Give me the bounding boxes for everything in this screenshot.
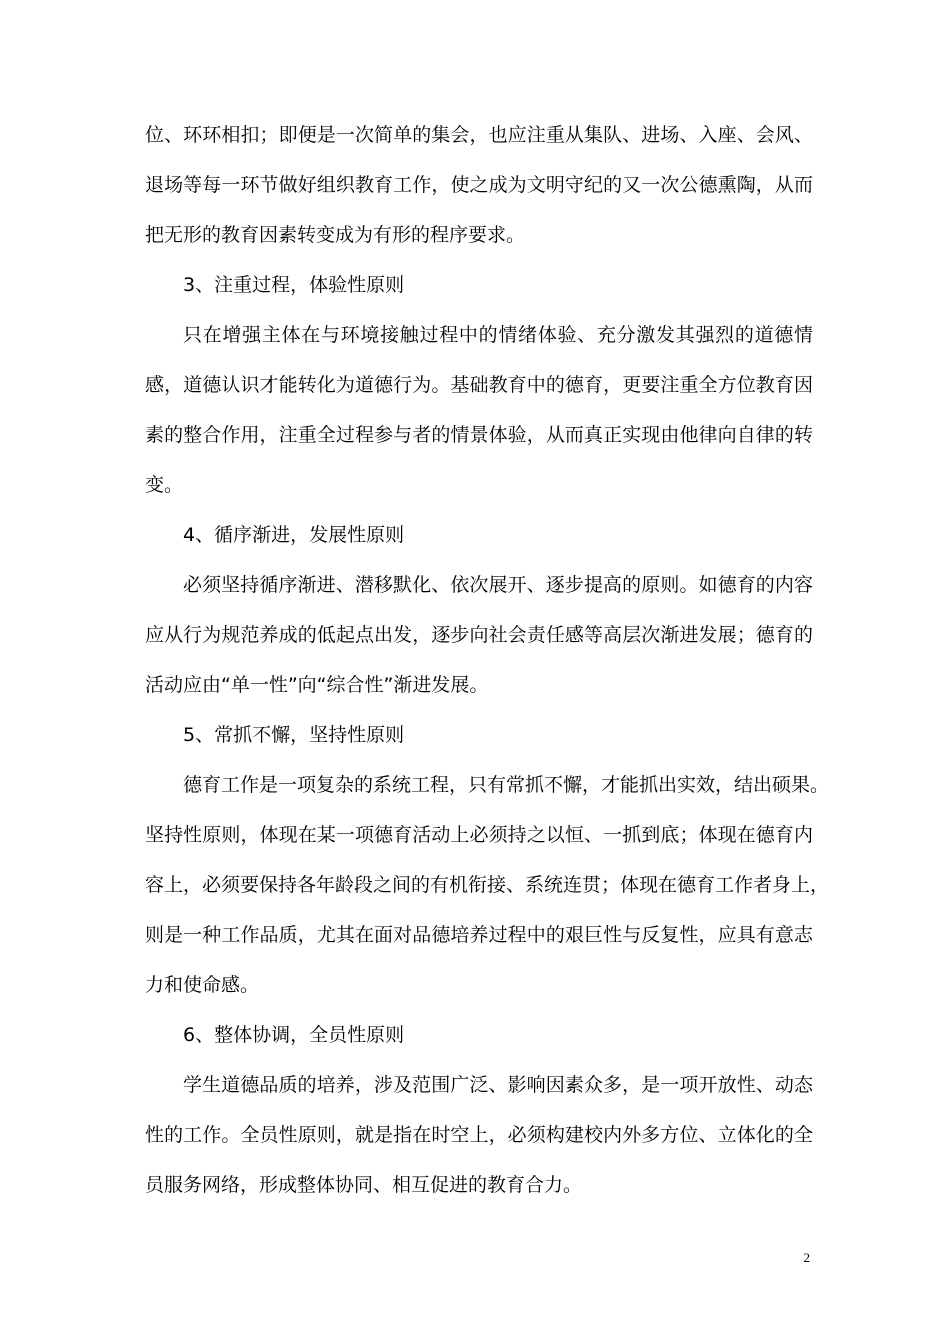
- paragraph-line: 坚持性原则，体现在某一项德育活动上必须持之以恒、一抓到底；体现在德育内: [145, 824, 813, 846]
- paragraph-line: 则是一种工作品质，尤其在面对品德培养过程中的艰巨性与反复性，应具有意志: [145, 924, 813, 946]
- paragraph-line: 位、环环相扣；即便是一次简单的集会，也应注重从集队、进场、入座、会风、: [145, 124, 813, 146]
- paragraph-line: 容上，必须要保持各年龄段之间的有机衔接、系统连贯；体现在德育工作者身上，: [145, 874, 830, 896]
- section-heading-3: 3、注重过程，体验性原则: [183, 274, 405, 296]
- paragraph-line: 性的工作。全员性原则，就是指在时空上，必须构建校内外多方位、立体化的全: [145, 1124, 813, 1146]
- paragraph-line: 必须坚持循序渐进、潜移默化、依次展开、逐步提高的原则。如德育的内容: [183, 574, 813, 596]
- paragraph-line: 德育工作是一项复杂的系统工程，只有常抓不懈，才能抓出实效，结出硕果。: [183, 774, 830, 796]
- paragraph-line: 退场等每一环节做好组织教育工作，使之成为文明守纪的又一次公德熏陶，从而: [145, 174, 813, 196]
- paragraph-line: 力和使命感。: [145, 974, 260, 996]
- body-text: [145, 110, 830, 1210]
- paragraph-line: 素的整合作用，注重全过程参与者的情景体验，从而真正实现由他律向自律的转: [145, 424, 813, 446]
- paragraph-line: 员服务网络，形成整体协同、相互促进的教育合力。: [145, 1174, 583, 1196]
- paragraph-line: 感，道德认识才能转化为道德行为。基础教育中的德育，更要注重全方位教育因: [145, 374, 813, 396]
- paragraph-line: 把无形的教育因素转变成为有形的程序要求。: [145, 224, 526, 246]
- page-number: 2: [803, 1250, 810, 1265]
- section-heading-6: 6、整体协调，全员性原则: [183, 1024, 405, 1046]
- paragraph-line: 应从行为规范养成的低起点出发，逐步向社会责任感等高层次渐进发展；德育的: [145, 624, 813, 646]
- paragraph-line: 活动应由“单一性”向“综合性”渐进发展。: [145, 674, 489, 696]
- paragraph-line: 变。: [145, 474, 184, 496]
- section-heading-4: 4、循序渐进，发展性原则: [183, 524, 405, 546]
- section-heading-5: 5、常抓不懈，坚持性原则: [183, 724, 405, 746]
- paragraph-line: 只在增强主体在与环境接触过程中的情绪体验、充分激发其强烈的道德情: [183, 324, 813, 346]
- paragraph-line: 学生道德品质的培养，涉及范围广泛、影响因素众多，是一项开放性、动态: [183, 1074, 813, 1096]
